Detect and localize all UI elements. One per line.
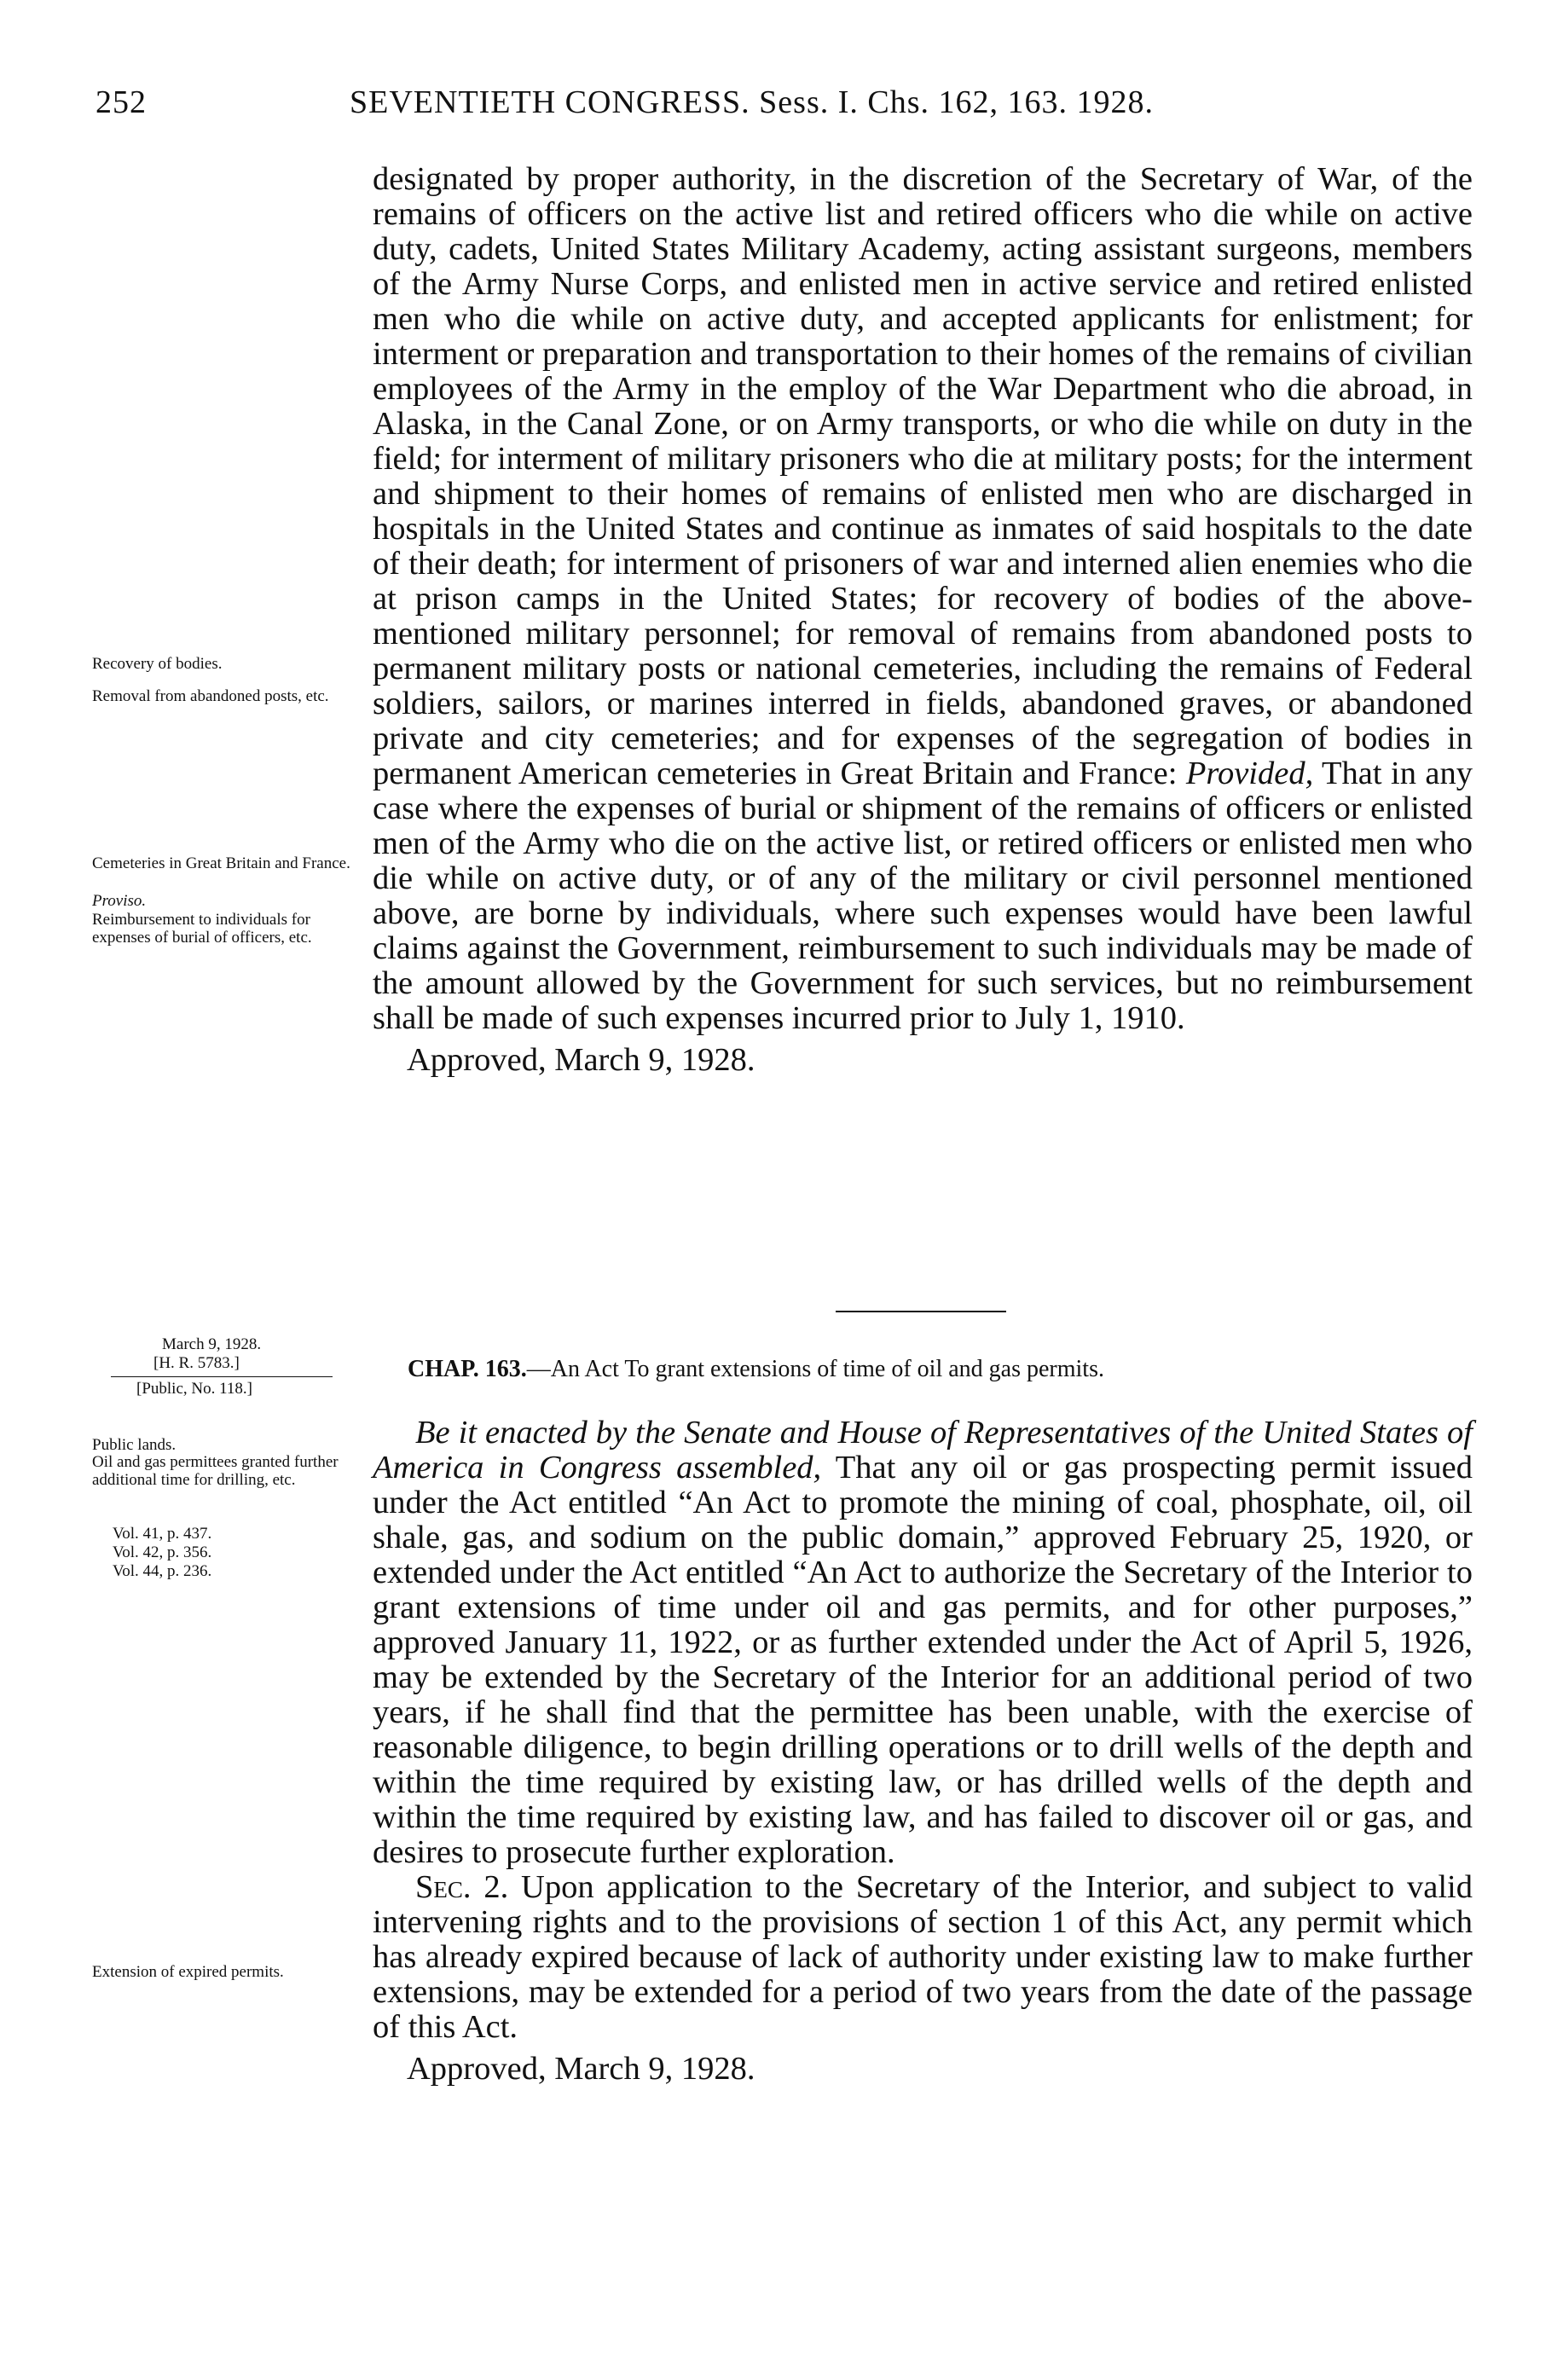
sec2-label: Sec. 2. — [415, 1869, 509, 1905]
chapter-163-label: CHAP. 163. — [408, 1356, 527, 1382]
margin-note-proviso: Proviso. — [92, 892, 147, 910]
chapter-163-text — [373, 1416, 1473, 2087]
margin-note-oil-gas: Oil and gas permittees granted further additional time for drilling, etc. — [92, 1453, 339, 1489]
margin-note-cemeteries: Cemeteries in Great Britain and France. — [92, 854, 350, 872]
proviso-text: That in any case where the expenses of burial or shipment of the remains of officers or enlisted men of the Army who die on the active list, or retired officers or enlisted men who die while on active duty, or of any of the military or civil personnel mentioned above, are borne by individuals, where such expenses would have been lawful claims against the Government, reimbursement to such individuals may be made of the amount allowed by the Government for such services, but no reimbursement shall be made of such expenses incurred prior to July 1, 1910. — [373, 756, 1473, 1036]
margin-note-extension: Extension of expired permits. — [92, 1963, 284, 1981]
section2-text: Upon application to the Secretary of the Interior, and subject to valid intervening rights and to the provisions of section 1 of this Act, any permit which has already expired because of lack of authority under existing law to make further extensions, may be extended for a period of two years from the date of the passage of this Act. — [373, 1869, 1473, 2045]
page-number: 252 — [96, 84, 147, 120]
chapter-162-body — [373, 162, 1473, 1036]
section1-text: That any oil or gas prospecting permit issued under the Act entitled “An Act to promote the mining of coal, phosphate, oil, oil shale, gas, and sodium on the public domain,” approved February 25, 1920, or extended under the Act entitled “An Act to authorize the Secretary of the Interior to grant extensions of time under oil and gas permits, and for other purposes,” approved January 11, 1922, or as further extended under the Act of April 5, 1926, may be extended by the Secretary of the Interior for an additional period of two years, if he shall find that the permittee has been unable, with the exercise of reasonable diligence, to begin drilling operations or to drill wells of the depth and within the time required by existing law, or has drilled wells of the depth and within the time required by existing law, and has failed to discover oil or gas, and desires to prosecute further exploration. — [373, 1450, 1473, 1870]
margin-note-recovery: Recovery of bodies. — [92, 655, 223, 673]
chapter-163-heading — [408, 1356, 1473, 1383]
margin-note-public: [Public, No. 118.] — [136, 1380, 252, 1398]
enacting-clause: Be it enacted by the Senate and House of Representatives of the United States of America in Congress assembled, — [373, 1415, 1473, 1485]
margin-note-vol44: Vol. 44, p. 236. — [113, 1562, 212, 1580]
proviso-word: Provided, — [1185, 756, 1314, 791]
margin-note-rule — [111, 1376, 333, 1377]
chapter-162-text — [373, 162, 1473, 1078]
margin-note-vol41: Vol. 41, p. 437. — [113, 1525, 212, 1543]
margin-note-vol42: Vol. 42, p. 356. — [113, 1543, 212, 1561]
margin-note-reimbursement: Reimbursement to individuals for expenses of burial of officers, etc. — [92, 911, 312, 947]
margin-note-removal: Removal from abandoned posts, etc. — [92, 687, 329, 705]
chapter-163-section1 — [373, 1416, 1473, 1870]
chapter-163-title: —An Act To grant extensions of time of oil and gas permits. — [526, 1356, 1104, 1382]
page-header — [0, 84, 1563, 126]
margin-note-public-lands: Public lands. — [92, 1436, 177, 1454]
chapter-163-section2 — [373, 1870, 1473, 2045]
chapter-162-approved: Approved, March 9, 1928. — [407, 1042, 755, 1078]
chapter-163-approved: Approved, March 9, 1928. — [407, 2051, 755, 2087]
chapter-162-body-text: designated by proper authority, in the discretion of the Secretary of War, of the remains of officers on the active list and retired officers who die while on active duty, cadets, United States Military Academy, acting assistant surgeons, members of the Army Nurse Corps, and enlisted men in active service and retired enlisted men who die while on active duty, and accepted applicants for enlistment; for interment or preparation and transportation to their homes of the remains of civilian employees of the Army in the employ of the War Department who die abroad, in Alaska, in the Canal Zone, or on Army transports, or who die while on duty in the field; for interment of military prisoners who die at military posts; for the interment and shipment to their homes of remains of enlisted men who are discharged in hospitals in the United States and continue as inmates of said hospitals to the date of their death; for interment of prisoners of war and interned alien enemies who die at prison camps in the United States; for recovery of bodies of the above-mentioned military personnel; for removal of remains from abandoned posts to permanent military posts or national cemeteries, including the remains of Federal soldiers, sailors, or marines interred in fields, abandoned graves, or abandoned private and city cemeteries; and for expenses of the segregation of bodies in permanent American cemeteries in Great Britain and France: — [373, 161, 1473, 791]
running-head: SEVENTIETH CONGRESS. Sess. I. Chs. 162, 163. 1928. — [350, 84, 1155, 120]
margin-note-date: March 9, 1928. — [162, 1335, 262, 1353]
section-divider — [836, 1311, 1006, 1312]
margin-note-hr: [H. R. 5783.] — [153, 1354, 240, 1372]
